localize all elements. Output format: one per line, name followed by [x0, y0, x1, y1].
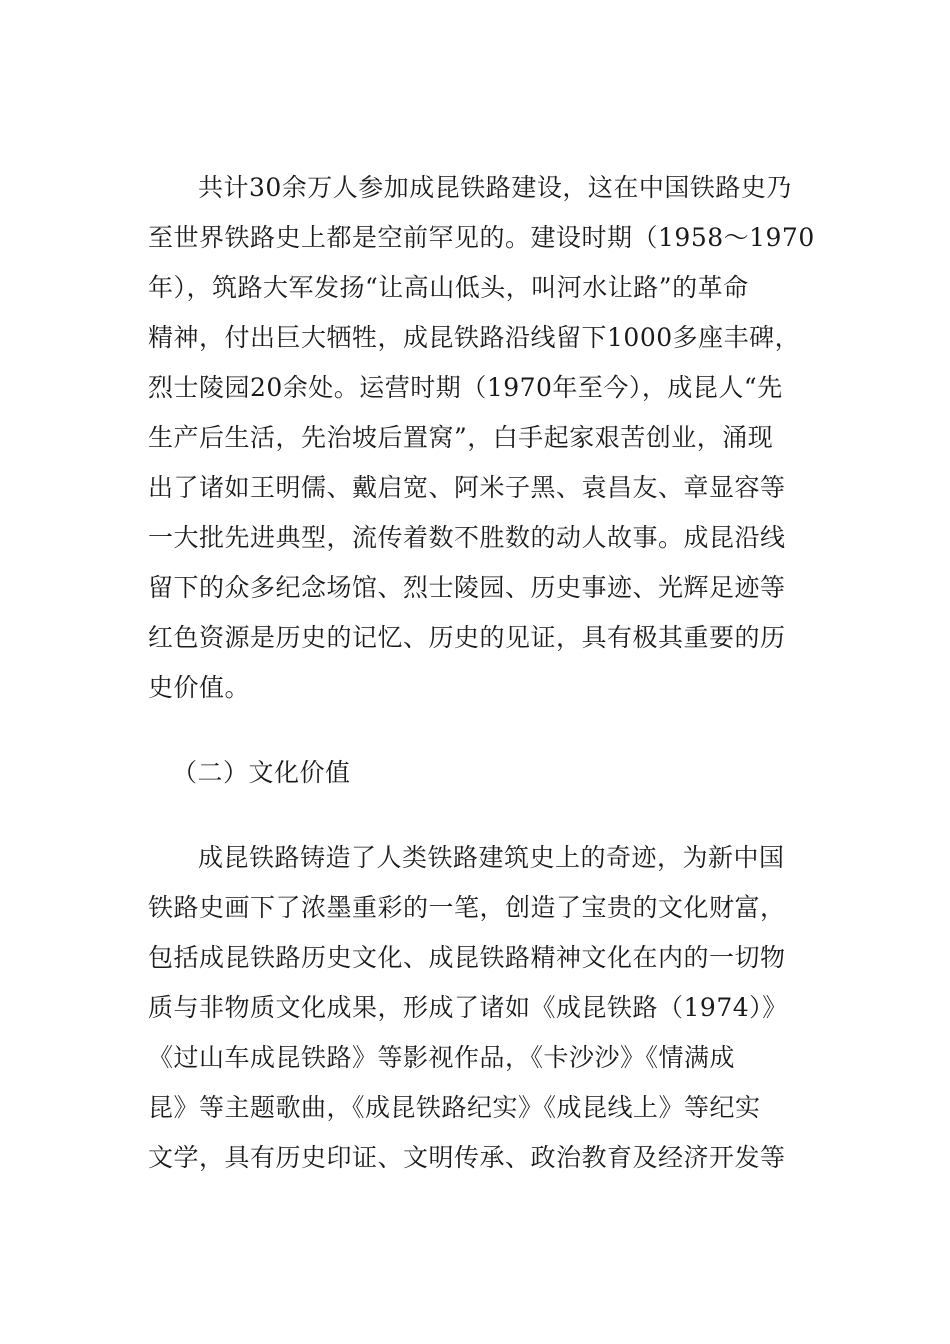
- paragraph-line: 红色资源是历史的记忆、历史的见证，具有极其重要的历: [148, 623, 786, 652]
- paragraph-line: 精神，付出巨大牺牲，成昆铁路沿线留下1000多座丰碑，: [148, 323, 801, 352]
- paragraph-line: 成昆铁路铸造了人类铁路建筑史上的奇迹，为新中国: [198, 843, 785, 872]
- paragraph-line: 烈士陵园20余处。运营时期（1970年至今），成昆人“先: [148, 373, 783, 402]
- paragraph-line: 《过山车成昆铁路》等影视作品，《卡沙沙》《情满成: [148, 1043, 736, 1072]
- paragraph-line: 出了诸如王明儒、戴启宽、阿米子黑、袁昌友、章显容等: [148, 473, 786, 502]
- paragraph-line: 铁路史画下了浓墨重彩的一笔，创造了宝贵的文化财富，: [148, 893, 786, 922]
- paragraph-line: 共计30余万人参加成昆铁路建设，这在中国铁路史乃: [198, 173, 792, 202]
- paragraph-line: 一大批先进典型，流传着数不胜数的动人故事。成昆沿线: [148, 523, 786, 552]
- paragraph-line: 昆》等主题歌曲，《成昆铁路纪实》《成昆线上》等纪实: [148, 1093, 761, 1122]
- paragraph-line: 史价值。: [148, 673, 251, 702]
- paragraph-line: 生产后生活，先治坡后置窝”，白手起家艰苦创业，涌现: [148, 423, 774, 452]
- paragraph-line: 包括成昆铁路历史文化、成昆铁路精神文化在内的一切物: [148, 943, 786, 972]
- paragraph-line: 年），筑路大军发扬“让高山低头，叫河水让路”的革命: [148, 273, 749, 302]
- paragraph-line: 文学，具有历史印证、文明传承、政治教育及经济开发等: [148, 1143, 786, 1172]
- paragraph-line: 留下的众多纪念场馆、烈士陵园、历史事迹、光辉足迹等: [148, 573, 786, 602]
- paragraph-line: 至世界铁路史上都是空前罕见的。建设时期（1958～1970: [148, 223, 815, 252]
- section-heading: （二）文化价值: [172, 758, 351, 787]
- paragraph-line: 质与非物质文化成果，形成了诸如《成昆铁路（1974）》: [148, 993, 788, 1022]
